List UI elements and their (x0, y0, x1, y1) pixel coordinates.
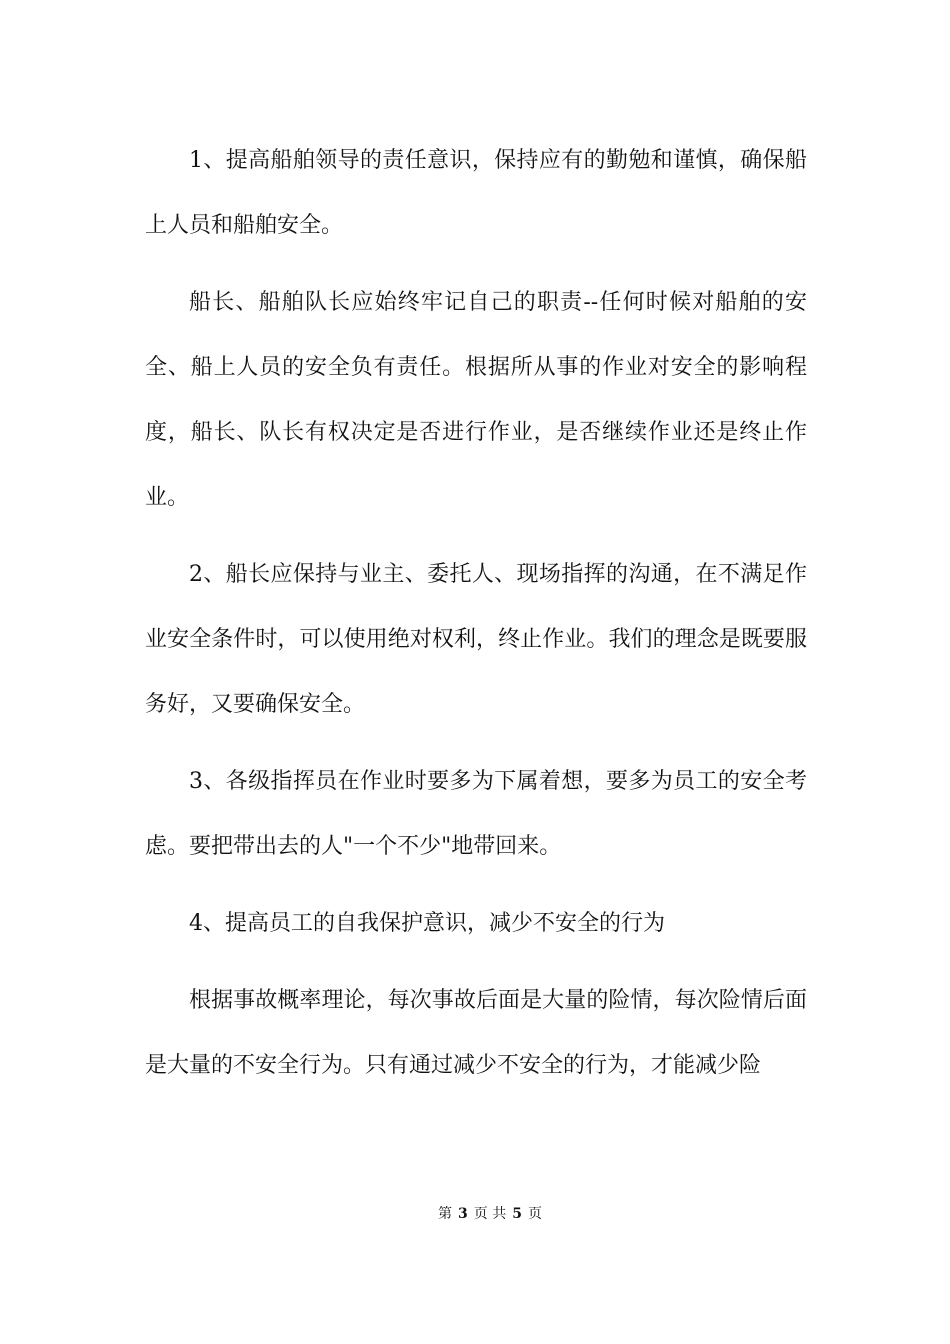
current-page-number: 3 (458, 1206, 468, 1222)
footer-middle: 页 共 (473, 1206, 507, 1222)
paragraph-6: 根据事故概率理论，每次事故后面是大量的险情，每次险情后面是大量的不安全行为。只有通过减少不安全的行为，才能减少险 (145, 988, 807, 1078)
total-pages-number: 5 (512, 1206, 522, 1222)
page-footer (0, 1204, 950, 1224)
paragraph-3: 2、船长应保持与业主、委托人、现场指挥的沟通，在不满足作业安全条件时，可以使用绝对权利，终止作业。我们的理念是既要服务好，又要确保安全。 (145, 562, 807, 717)
paragraph-2: 船长、船舶队长应始终牢记自己的职责--任何时候对船舶的安全、船上人员的安全负有责任。根据所从事的作业对安全的影响程度，船长、队长有权决定是否进行作业，是否继续作业还是终止作业。 (145, 290, 807, 510)
footer-prefix: 第 (438, 1206, 453, 1222)
document-body (145, 128, 807, 1110)
paragraph-5: 4、提高员工的自我保护意识，减少不安全的行为 (189, 911, 665, 936)
paragraph-1: 1、提高船舶领导的责任意识，保持应有的勤勉和谨慎，确保船上人员和船舶安全。 (145, 148, 807, 238)
paragraph-4: 3、各级指挥员在作业时要多为下属着想，要多为员工的安全考虑。要把带出去的人"一个不少"地带回来。 (145, 769, 807, 859)
footer-suffix: 页 (527, 1206, 542, 1222)
